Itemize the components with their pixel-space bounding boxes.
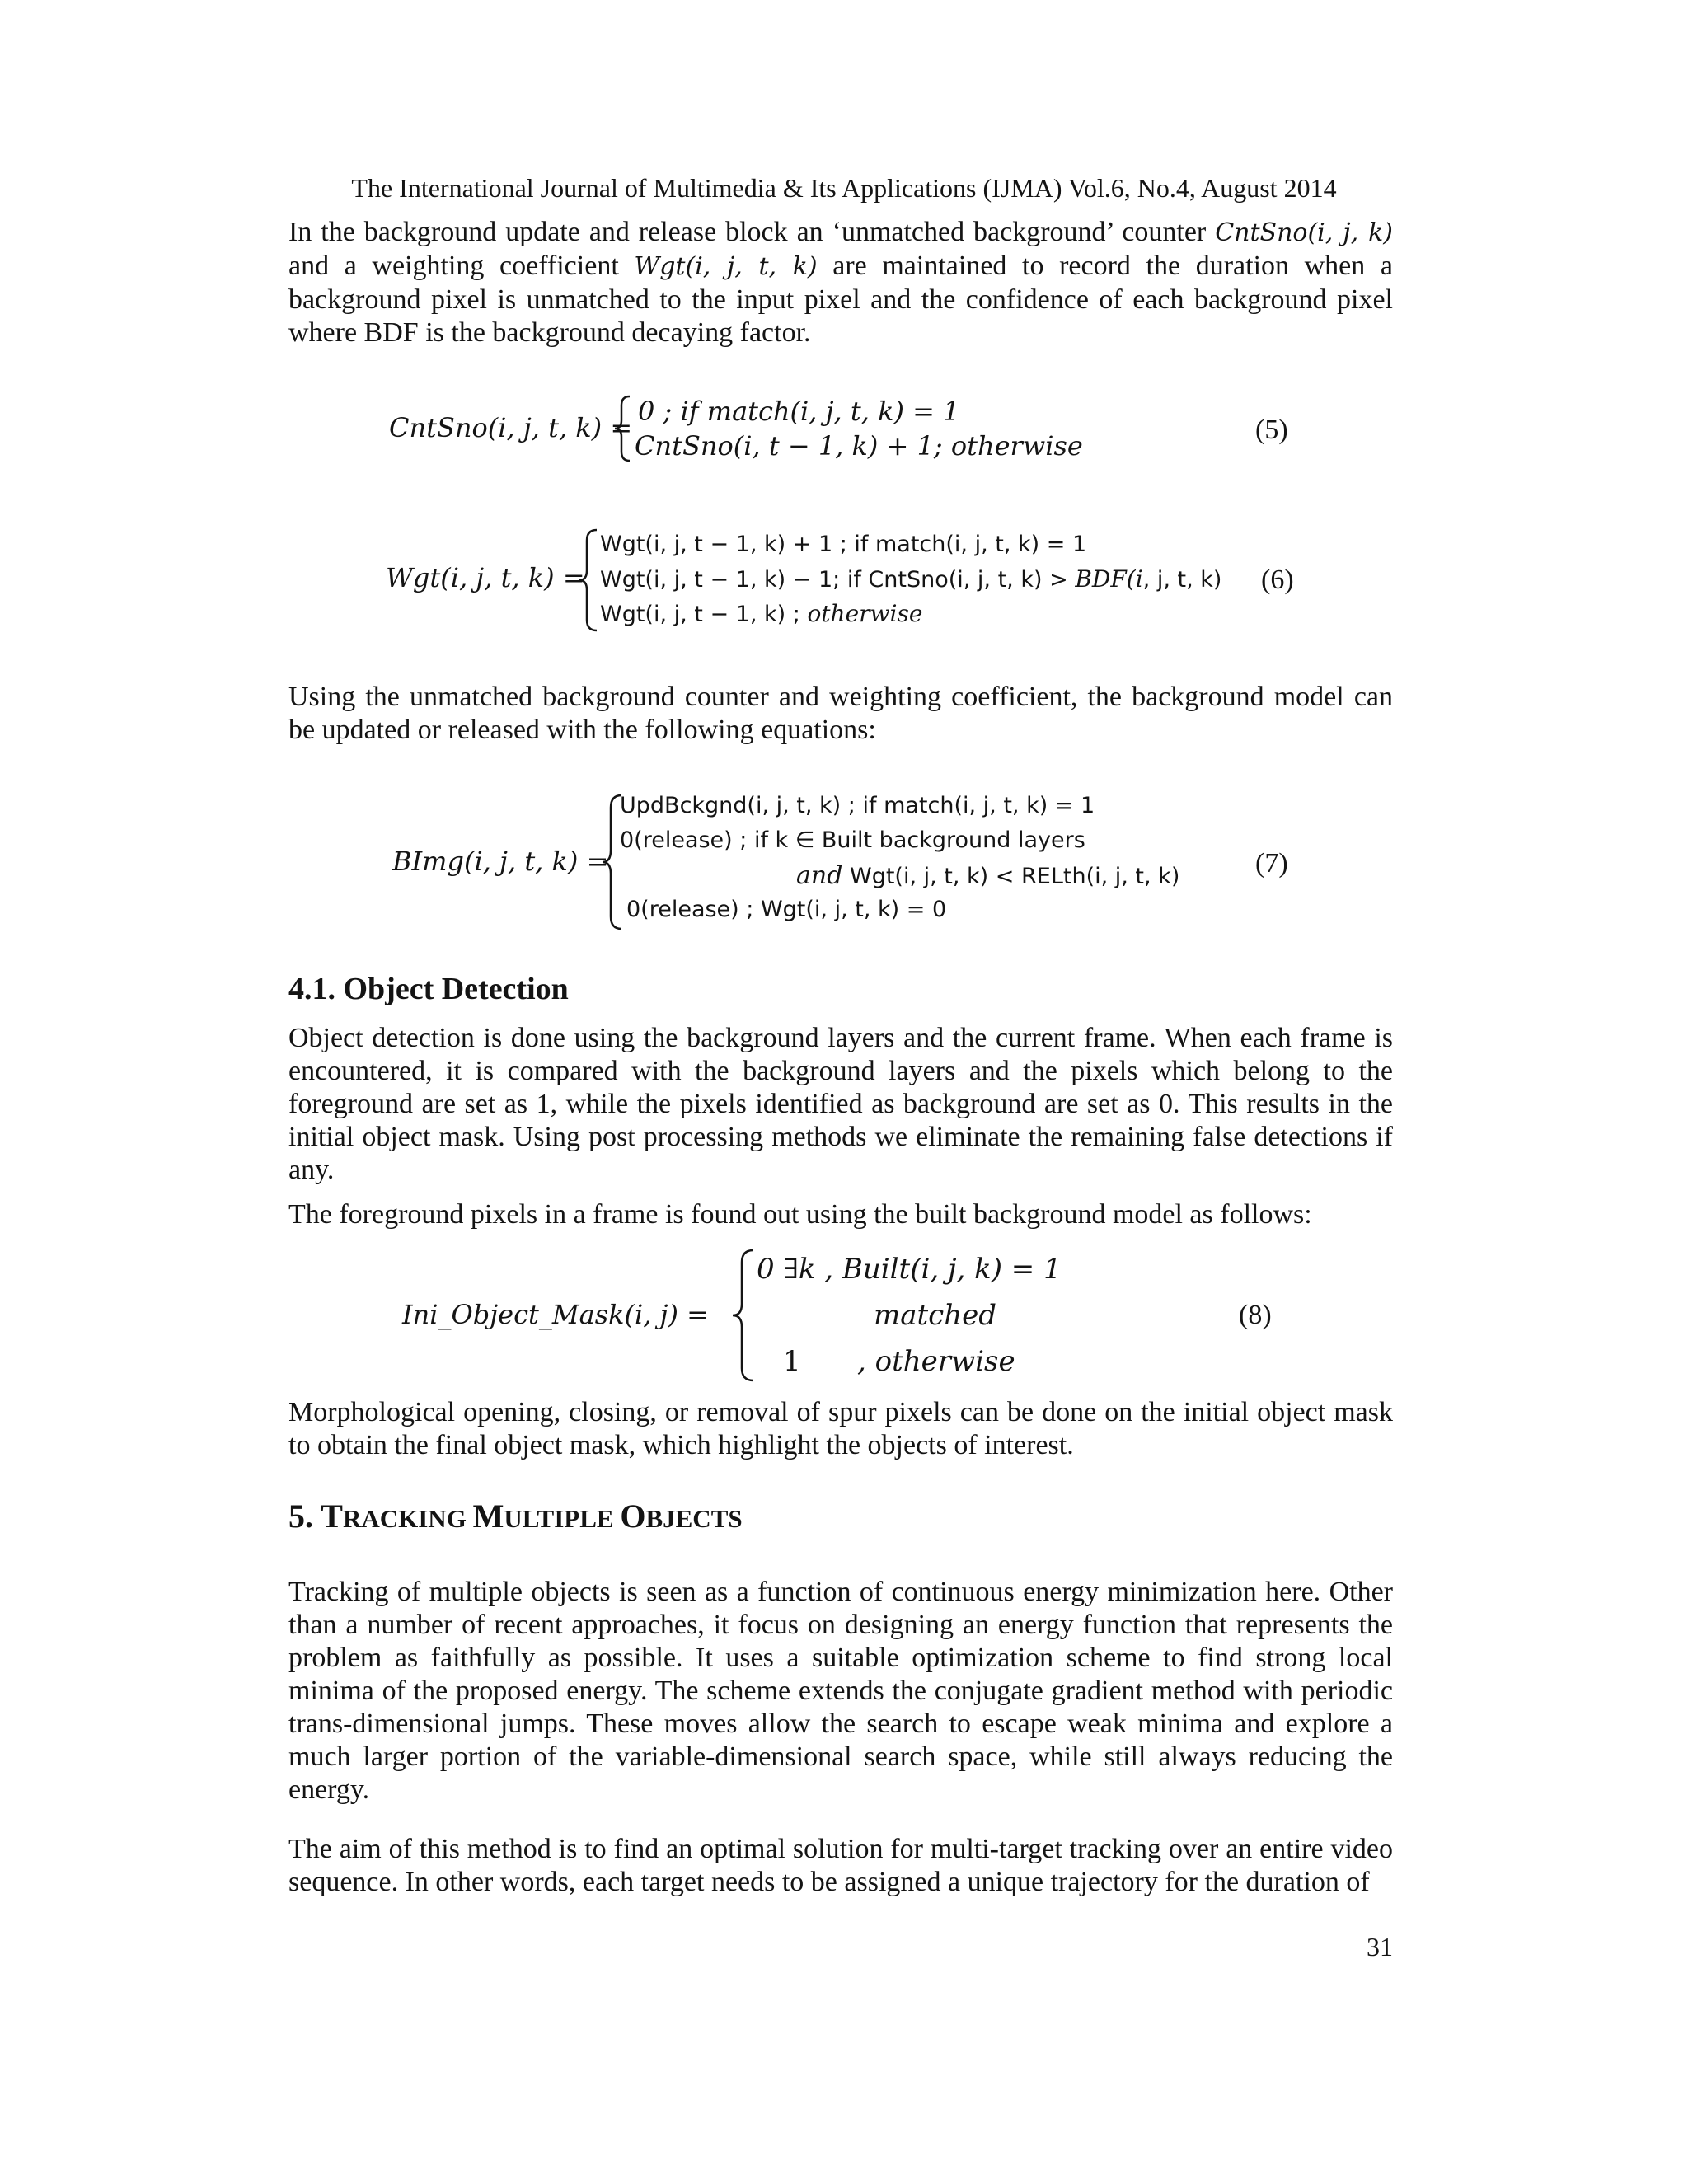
eq6-case-2-args: , j, t, k) bbox=[1142, 567, 1222, 593]
paragraph-background-update bbox=[288, 216, 1393, 349]
eq7-case-1: UpdBckgnd(i, j, t, k) ; if match(i, j, t, k) = 1 bbox=[620, 793, 1095, 818]
eq6-case-1: Wgt(i, j, t − 1, k) + 1 ; if match(i, j, t, k) = 1 bbox=[600, 532, 1087, 557]
math-cntsno: CntSno(i, j, k) bbox=[1215, 218, 1393, 247]
eq7-number: (7) bbox=[1255, 848, 1288, 879]
eq7-case-3: 0(release) ; Wgt(i, j, t, k) = 0 bbox=[626, 897, 947, 922]
eq5-number: (5) bbox=[1255, 415, 1288, 445]
eq7-lhs: BImg(i, j, t, k) = bbox=[392, 846, 609, 877]
eq5-brace bbox=[613, 394, 631, 463]
paragraph-tracking: Tracking of multiple objects is seen as a function of continuous energy minimization here. Other than a number of recent approaches, it focus on designing an energy function that represents the problem as faithfully as possible. It uses a suitable optimization scheme to find strong local minima of the proposed energy. The scheme extends the conjugate gradient method with periodic trans-dimensional jumps. These moves allow the search to escape weak minima and explore a much larger portion of the variable-dimensional search space, while still always reducing the energy. bbox=[288, 1577, 1393, 1805]
eq6-brace bbox=[577, 527, 598, 633]
paragraph-aim: The aim of this method is to find an optimal solution for multi-target tracking over an entire video sequence. In other words, each target needs to be assigned a unique trajectory for the duration of bbox=[288, 1834, 1393, 1897]
paragraph-morphological: Morphological opening, closing, or removal of spur pixels can be done on the initial object mask to obtain the final object mask, which highlight the objects of interest. bbox=[288, 1397, 1393, 1460]
paragraph-object-detection: Object detection is done using the background layers and the current frame. When each frame is encountered, it is compared with the background layers and the pixels which belong to the foreground are set as 1, while the pixels identified as background are set as 0. This results in the initial object mask. Using post processing methods we eliminate the remaining false detections if any. bbox=[288, 1023, 1393, 1185]
eq6-case-3-text: Wgt(i, j, t − 1, k) ; bbox=[600, 602, 808, 627]
running-header: The International Journal of Multimedia & Its Applications (IJMA) Vol.6, No.4, August 2014 bbox=[351, 173, 1337, 203]
eq6-case-3-otherwise: otherwise bbox=[807, 600, 923, 627]
eq8-case-2-otherwise: , otherwise bbox=[857, 1345, 1015, 1378]
section5-word3-initial: O bbox=[620, 1497, 646, 1535]
eq6-case-2 bbox=[600, 565, 1221, 593]
eq6-case-3 bbox=[600, 600, 922, 627]
section5-word3-rest: BJECTS bbox=[645, 1504, 743, 1533]
section5-word1-rest: RACKING bbox=[342, 1504, 473, 1533]
section5-word1-initial: T bbox=[321, 1497, 343, 1535]
eq6-number: (6) bbox=[1261, 565, 1294, 595]
section5-number: 5. bbox=[288, 1497, 321, 1535]
math-wgt: Wgt(i, j, t, k) bbox=[634, 252, 818, 281]
section5-word2-initial: M bbox=[472, 1497, 504, 1535]
para1-text-3: are maintained to record the duration when a background pixel is unmatched to the input pixel and the confidence of each background pixel where BDF is the background decaying factor. bbox=[288, 251, 1393, 348]
eq7-case-2-condition: Wgt(i, j, t, k) < RELth(i, j, t, k) bbox=[842, 864, 1180, 889]
eq6-case-2-text: Wgt(i, j, t − 1, k) − 1; if CntSno(i, j, t, k) > bbox=[600, 567, 1076, 593]
eq8-number: (8) bbox=[1239, 1300, 1272, 1330]
eq8-case-1: 0 ∃k , Built(i, j, k) = 1 bbox=[757, 1253, 1062, 1286]
eq5-case-2: CntSno(i, t − 1, k) + 1; otherwise bbox=[635, 430, 1083, 462]
paragraph-foreground-pixels: The foreground pixels in a frame is found out using the built background model as follows: bbox=[288, 1199, 1312, 1230]
eq8-brace bbox=[730, 1248, 755, 1383]
section-heading-tracking-multiple-objects bbox=[288, 1497, 743, 1539]
eq5-case-1: 0 ; if match(i, j, t, k) = 1 bbox=[638, 396, 960, 427]
eq8-case-1-matched: matched bbox=[874, 1299, 996, 1332]
paragraph-update-release: Using the unmatched background counter and weighting coefficient, the background model can be updated or released with the following equations: bbox=[288, 682, 1393, 745]
para1-text-1: In the background update and release block an ‘unmatched background’ counter bbox=[288, 217, 1216, 247]
eq6-case-2-bdf: BDF(i bbox=[1075, 565, 1143, 593]
eq7-case-2: 0(release) ; if k ∈ Built background layers bbox=[620, 827, 1085, 853]
eq8-case-2-value: 1 bbox=[783, 1345, 801, 1378]
eq7-and: and bbox=[796, 861, 843, 890]
eq6-lhs: Wgt(i, j, t, k) = bbox=[386, 562, 585, 593]
section-heading-object-detection: 4.1. Object Detection bbox=[288, 972, 569, 1006]
eq5-lhs: CntSno(i, j, t, k) = bbox=[389, 412, 633, 443]
eq8-lhs: Ini_Object_Mask(i, j) = bbox=[402, 1299, 709, 1330]
page-number: 31 bbox=[1367, 1932, 1393, 1961]
section5-word2-rest: ULTIPLE bbox=[504, 1504, 621, 1533]
eq7-case-2-continued bbox=[796, 861, 1179, 890]
para1-text-2: and a weighting coefficient bbox=[288, 251, 635, 281]
